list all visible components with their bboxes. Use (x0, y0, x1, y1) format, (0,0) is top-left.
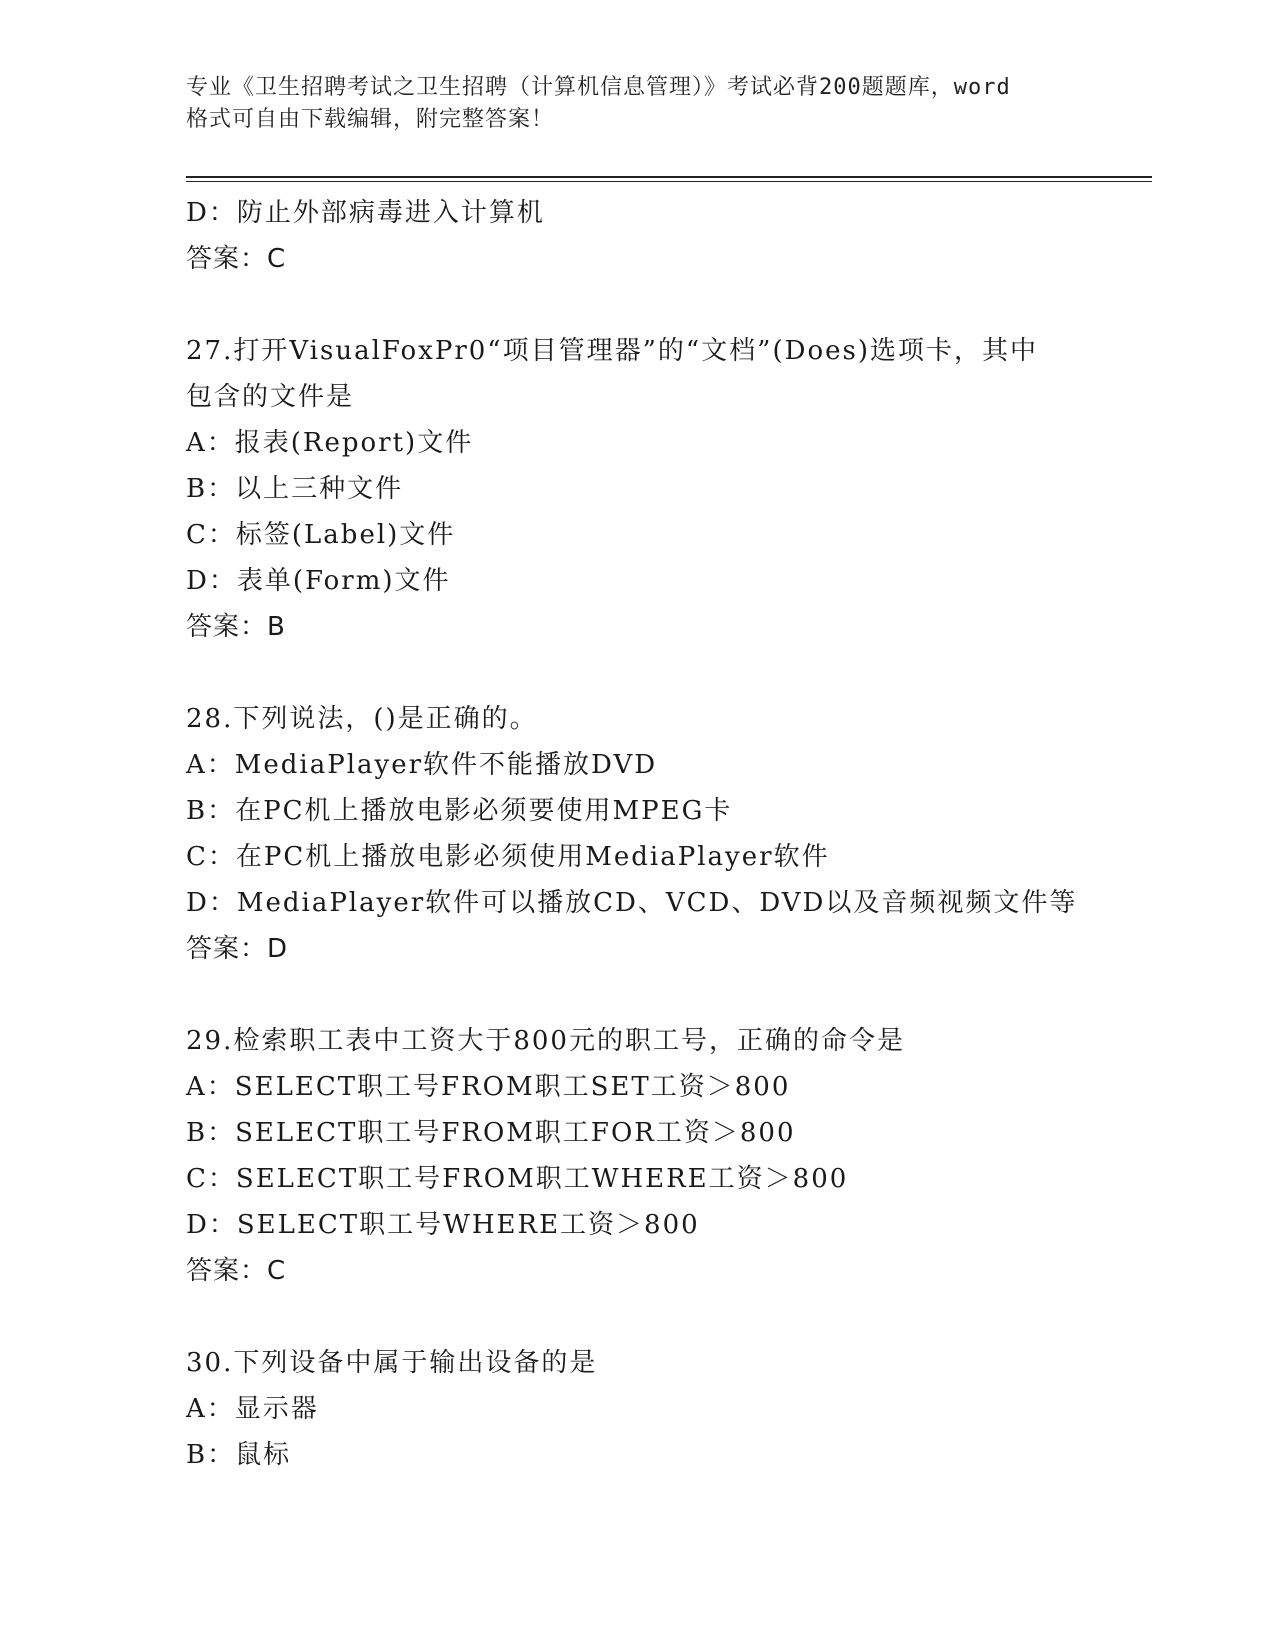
spacer (186, 972, 1146, 1018)
question-27-answer: 答案：B (186, 612, 286, 642)
question-27-stem-line-1: 27.打开VisualFoxPr0“项目管理器”的“文档”(Does)选项卡，其中 (186, 336, 1038, 366)
header-line-1: 专业《卫生招聘考试之卫生招聘（计算机信息管理）》考试必背200题题库，word (186, 75, 1011, 100)
question-29-stem: 29.检索职工表中工资大于800元的职工号，正确的命令是 (186, 1026, 905, 1056)
question-29-option-a: A：SELECT职工号FROM职工SET工资＞800 (186, 1072, 791, 1102)
question-28-option-b: B：在PC机上播放电影必须要使用MPEG卡 (186, 796, 733, 826)
question-27-option-c: C：标签(Label)文件 (186, 520, 456, 550)
question-27-option-b: B：以上三种文件 (186, 474, 404, 504)
question-28-answer: 答案：D (186, 934, 289, 964)
question-28-option-c: C：在PC机上播放电影必须使用MediaPlayer软件 (186, 842, 830, 872)
question-30-option-a: A：显示器 (186, 1394, 319, 1424)
question-27-option-d: D：表单(Form)文件 (186, 566, 451, 596)
question-28 (186, 696, 1146, 972)
question-26-answer: 答案：C (186, 244, 287, 274)
question-30-option-b: B：鼠标 (186, 1440, 292, 1470)
question-27 (186, 328, 1146, 650)
spacer (186, 282, 1146, 328)
question-26-option-d: D：防止外部病毒进入计算机 (186, 198, 545, 228)
question-29-answer: 答案：C (186, 1256, 287, 1286)
spacer (186, 650, 1146, 696)
question-29-option-d: D：SELECT职工号WHERE工资＞800 (186, 1210, 700, 1240)
question-26 (186, 190, 1146, 282)
question-29 (186, 1018, 1146, 1294)
question-28-stem: 28.下列说法，()是正确的。 (186, 704, 538, 734)
question-28-option-d: D：MediaPlayer软件可以播放CD、VCD、DVD以及音频视频文件等 (186, 888, 1078, 918)
question-27-option-a: A：报表(Report)文件 (186, 428, 474, 458)
question-list (186, 190, 1146, 1478)
header-line-2: 格式可自由下载编辑，附完整答案！ (186, 107, 555, 132)
header-divider-thin (186, 181, 1152, 182)
question-30-stem: 30.下列设备中属于输出设备的是 (186, 1348, 598, 1378)
spacer (186, 1294, 1146, 1340)
header-divider-thick (186, 176, 1152, 178)
question-29-option-c: C：SELECT职工号FROM职工WHERE工资＞800 (186, 1164, 849, 1194)
document-header (186, 72, 1086, 136)
question-28-option-a: A：MediaPlayer软件不能播放DVD (186, 750, 658, 780)
question-27-stem-line-2: 包含的文件是 (186, 382, 355, 412)
question-29-option-b: B：SELECT职工号FROM职工FOR工资＞800 (186, 1118, 796, 1148)
question-30 (186, 1340, 1146, 1478)
